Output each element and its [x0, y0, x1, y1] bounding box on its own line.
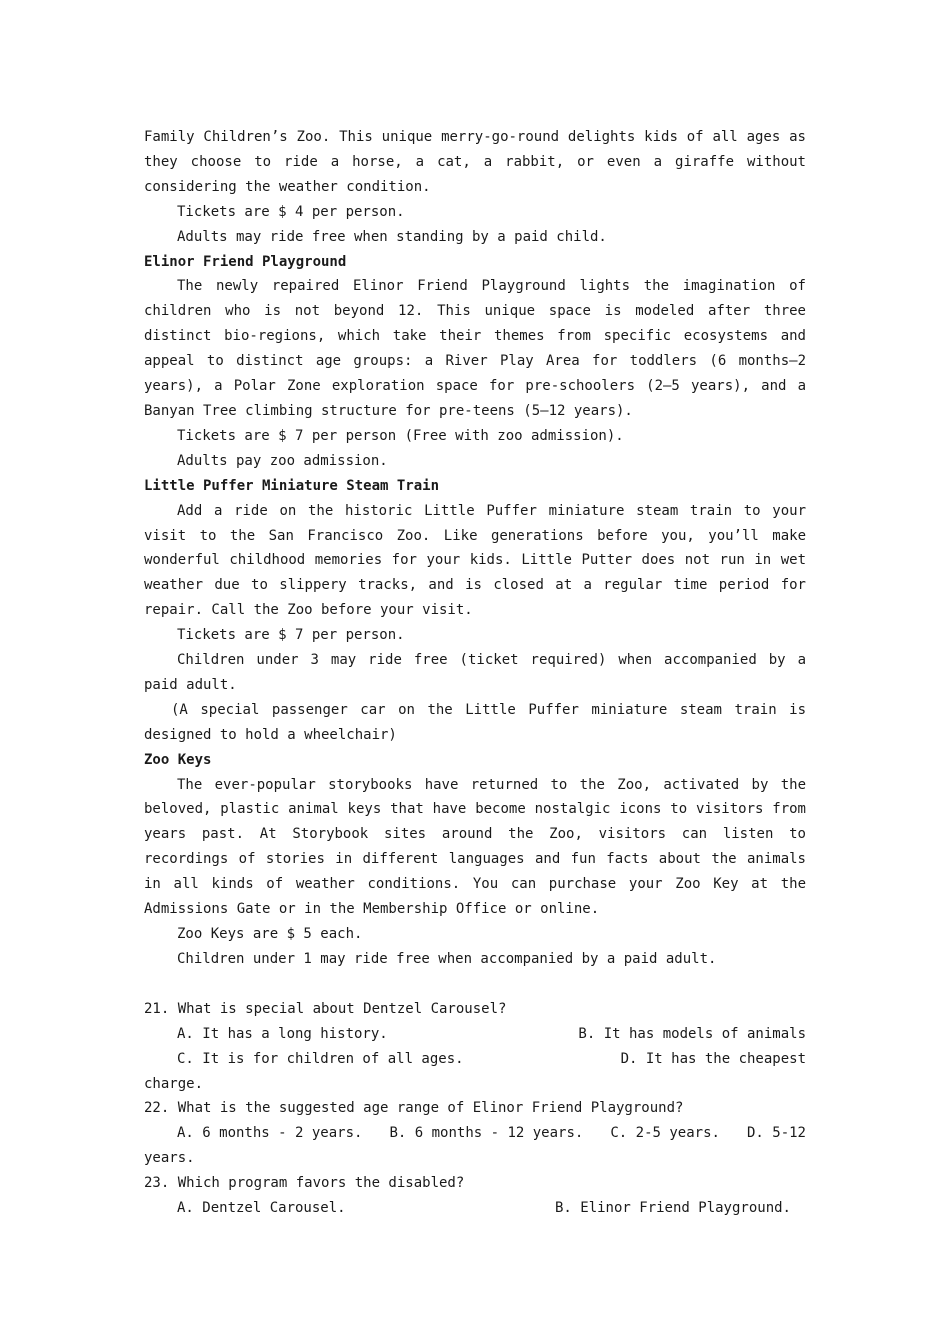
- question-23-options-row: [144, 1196, 806, 1221]
- keys-heading: Zoo Keys: [144, 751, 212, 768]
- intro-paragraph: Family Children’s Zoo. This unique merry-go-round delights kids of all ages as they choose to ride a horse, a cat, a rabbit, or even a giraffe without considering the weather condition.: [144, 129, 806, 195]
- question-21-options-row-1: [144, 1022, 806, 1047]
- question-22-option-b: B. 6 months - 12 years.: [389, 1125, 584, 1142]
- question-21-option-d-continued: charge.: [144, 1075, 204, 1092]
- train-paragraph: Add a ride on the historic Little Puffer miniature steam train to your visit to the San Francisco Zoo. Like generations before you, you’ll make wonderful childhood memories for your kids. Little Putter does not run in wet weather due to slippery tracks, and is closed at a regular time period for repair. Call the Zoo before your visit.: [144, 502, 806, 619]
- question-23-stem: 23. Which program favors the disabled?: [144, 1175, 465, 1192]
- train-special: (A special passenger car on the Little Puffer miniature steam train is designed to hold a wheelchair): [144, 701, 806, 743]
- question-21-option-d: D. It has the cheapest: [620, 1050, 806, 1067]
- question-22-options-row: [144, 1121, 806, 1146]
- keys-price: Zoo Keys are $ 5 each.: [177, 926, 363, 942]
- question-22-option-d: D. 5-12: [746, 1125, 806, 1142]
- question-21-options-row-2: [144, 1047, 806, 1072]
- playground-note: Adults pay zoo admission.: [177, 452, 388, 469]
- intro-note: Adults may ride free when standing by a paid child.: [177, 228, 607, 245]
- playground-heading: Elinor Friend Playground: [144, 253, 347, 270]
- question-23-option-b: B. Elinor Friend Playground.: [554, 1200, 791, 1217]
- section-spacer: [144, 972, 806, 997]
- train-tickets: Tickets are $ 7 per person.: [177, 627, 405, 644]
- keys-note: Children under 1 may ride free when accompanied by a paid adult.: [177, 950, 717, 967]
- train-note: Children under 3 may ride free (ticket required) when accompanied by a paid adult.: [144, 652, 806, 693]
- question-22-option-a: A. 6 months - 2 years.: [177, 1125, 363, 1142]
- question-23-option-a: A. Dentzel Carousel.: [177, 1200, 346, 1217]
- question-21-option-b: B. It has models of animals: [578, 1025, 806, 1042]
- question-21-stem: 21. What is special about Dentzel Carousel?: [144, 1000, 507, 1017]
- train-heading: Little Puffer Miniature Steam Train: [144, 477, 440, 494]
- document-page: [144, 125, 806, 1221]
- keys-paragraph: The ever-popular storybooks have returned to the Zoo, activated by the beloved, plastic animal keys that have become nostalgic icons to visitors from years past. At Storybook sites around the Zoo, visitors can listen to recordings of stories in different languages and fun facts about the animals in all kinds of weather conditions. You can purchase your Zoo Key at the Admissions Gate or in the Membership Office or online.: [144, 776, 806, 918]
- playground-tickets: Tickets are $ 7 per person (Free with zoo admission).: [177, 427, 624, 444]
- question-21-option-c: C. It is for children of all ages.: [177, 1050, 464, 1067]
- question-22-option-d-continued: years.: [144, 1150, 195, 1167]
- intro-tickets: Tickets are $ 4 per person.: [177, 203, 405, 220]
- question-22-stem: 22. What is the suggested age range of Elinor Friend Playground?: [144, 1100, 684, 1117]
- question-21-option-a: A. It has a long history.: [177, 1025, 388, 1042]
- question-22-option-c: C. 2-5 years.: [610, 1125, 720, 1142]
- playground-paragraph: The newly repaired Elinor Friend Playground lights the imagination of children who is not beyond 12. This unique space is modeled after three distinct bio-regions, which take their themes from specific ecosystems and appeal to distinct age groups: a River Play Area for toddlers (6 months—2 years), a Polar Zone exploration space for pre-schoolers (2—5 years), and a Banyan Tree climbing structure for pre-teens (5—12 years).: [144, 278, 806, 419]
